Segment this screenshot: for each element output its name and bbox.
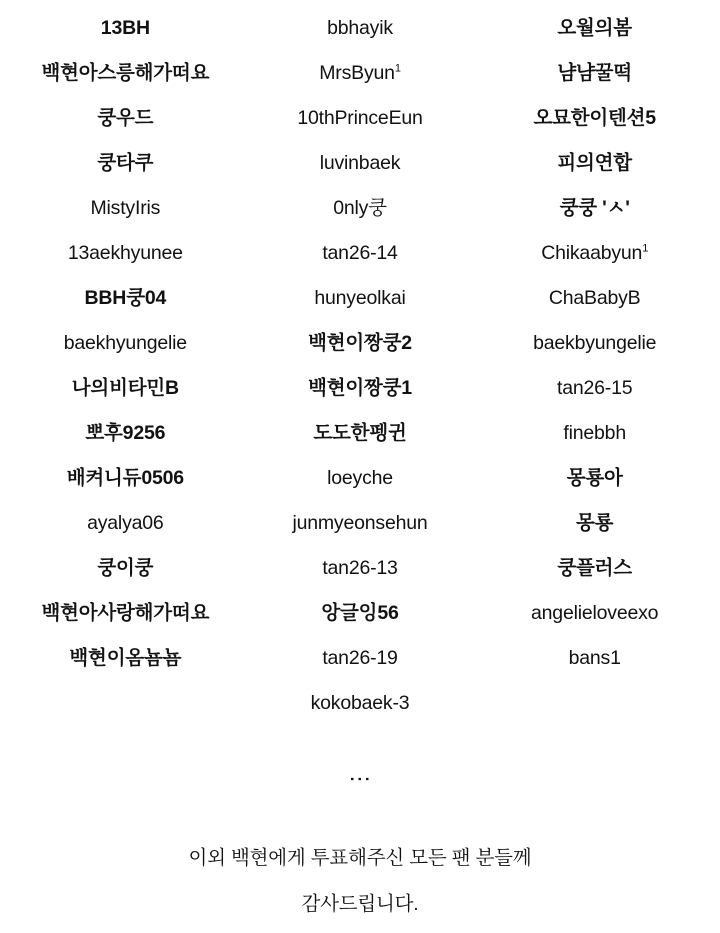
footnote-marker: 1 (394, 62, 401, 75)
name-text: 백현이짱쿵2 (308, 332, 412, 354)
name-text: 백현아스릉해가떠요 (41, 62, 210, 84)
list-item (557, 546, 632, 591)
list-item (557, 6, 632, 51)
list-item (97, 546, 153, 591)
list-item (90, 186, 160, 231)
name-text: baekbyungelie (533, 332, 657, 354)
name-text: 오묘한이텐션5 (533, 107, 656, 129)
list-item (557, 51, 632, 96)
list-item (64, 321, 187, 366)
name-text: 13aekhyunee (67, 242, 183, 264)
list-item (311, 681, 410, 726)
name-text: 나의비타민B (71, 377, 179, 399)
name-column-3 (477, 6, 712, 681)
name-text: baekhyungelie (63, 332, 187, 354)
name-columns (0, 6, 720, 726)
name-text: MistyIris (90, 197, 161, 219)
name-text: 배켜니듀0506 (66, 467, 184, 489)
list-item (333, 186, 387, 231)
name-text: ayalya06 (87, 512, 164, 534)
list-item (85, 276, 167, 321)
list-item (557, 366, 632, 411)
name-text: 오월의봄 (557, 17, 632, 39)
list-item (567, 456, 623, 501)
name-text: 피의연합 (557, 152, 632, 174)
name-text: 쿵쿵 'ㅅ' (559, 197, 630, 219)
list-item (560, 186, 630, 231)
list-item (541, 231, 648, 276)
list-item (319, 51, 400, 96)
list-item (327, 456, 393, 501)
list-item (292, 501, 427, 546)
name-text: 뽀후9256 (85, 422, 166, 444)
list-item (533, 321, 656, 366)
vertical-ellipsis (0, 768, 720, 793)
list-item (563, 411, 626, 456)
list-item (531, 591, 658, 636)
list-item (97, 96, 153, 141)
name-text: 쿵이쿵 (97, 557, 154, 579)
list-item (41, 51, 209, 96)
name-text: 앙글잉56 (321, 602, 399, 624)
footnote-marker: 1 (642, 242, 649, 255)
name-text: MrsByun (319, 62, 395, 84)
name-text: ChaBabyB (548, 287, 641, 309)
list-item (297, 96, 422, 141)
list-item (322, 546, 397, 591)
name-text: 몽룡아 (566, 467, 623, 489)
list-item (313, 411, 406, 456)
list-item (321, 591, 398, 636)
name-text: tan26-13 (322, 557, 398, 579)
list-item (308, 321, 412, 366)
name-text: bans1 (568, 647, 621, 669)
closing-line-1: 이외 백현에게 투표해주신 모든 팬 분들께 (188, 847, 532, 869)
list-item (68, 231, 183, 276)
name-text: bbhayik (327, 17, 393, 39)
name-text: 쿵타쿠 (97, 152, 154, 174)
name-text: kokobaek-3 (310, 692, 410, 714)
list-item (327, 6, 393, 51)
name-text: angelieloveexo (531, 602, 659, 624)
list-item (72, 366, 179, 411)
list-item (67, 456, 184, 501)
name-text: tan26-14 (322, 242, 398, 264)
name-text: 쿵플러스 (557, 557, 632, 579)
ellipsis-text: ⋮ (348, 768, 373, 792)
name-text: 냠냠꿀떡 (557, 62, 632, 84)
list-item (69, 636, 181, 681)
list-item (576, 501, 613, 546)
closing-message (0, 835, 720, 927)
name-text: hunyeolkai (314, 287, 406, 309)
name-text: BBH쿵04 (84, 287, 167, 309)
list-item (41, 591, 209, 636)
list-item (314, 276, 405, 321)
list-item (101, 6, 150, 51)
name-text: tan26-19 (322, 647, 398, 669)
list-item (87, 501, 163, 546)
name-text: 10thPrinceEun (297, 107, 423, 129)
list-item (557, 141, 632, 186)
list-item (569, 636, 621, 681)
list-item (533, 96, 655, 141)
name-text: 0nly쿵 (333, 197, 387, 219)
list-item (320, 141, 401, 186)
name-column-2 (243, 6, 478, 726)
name-text: Chikaabyun (541, 242, 643, 264)
name-text: 백현이짱쿵1 (308, 377, 412, 399)
name-text: finebbh (563, 422, 626, 444)
name-text: 쿵우드 (97, 107, 154, 129)
name-text: 몽룡 (576, 512, 614, 534)
name-text: 백현이옴뇸뇸 (69, 647, 182, 669)
name-text: 13BH (100, 17, 150, 39)
name-text: 백현아사랑해가떠요 (41, 602, 210, 624)
name-text: 도도한펭귄 (313, 422, 407, 444)
name-text: loeyche (327, 467, 393, 489)
closing-line-2: 감사드립니다. (301, 893, 419, 915)
list-item (85, 411, 165, 456)
list-item (322, 636, 397, 681)
list-item (549, 276, 641, 321)
list-item (97, 141, 153, 186)
name-text: luvinbaek (319, 152, 401, 174)
name-text: junmyeonsehun (292, 512, 428, 534)
list-item (308, 366, 412, 411)
name-column-1 (8, 6, 243, 681)
list-item (322, 231, 397, 276)
name-text: tan26-15 (556, 377, 633, 399)
